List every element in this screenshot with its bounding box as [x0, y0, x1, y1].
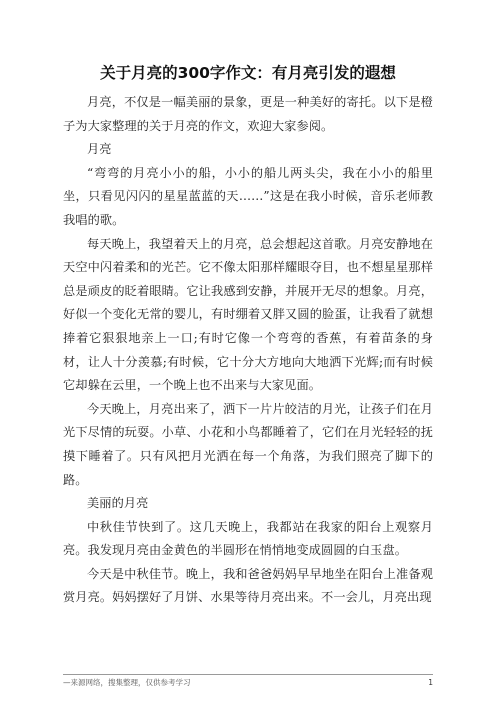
- paragraph-tonight: 今天晚上，月亮出来了，洒下一片片皎洁的月光，让孩子们在月光下尽情的玩耍。小草、小花和小鸟都睡着了，它们在月光轻轻的抚摸下睡着了。只有风把月光洒在每一个角落，为我们照亮了脚下的路。: [63, 401, 433, 487]
- paragraph-mid-autumn-coming: 中秋佳节快到了。这几天晚上，我都站在我家的阳台上观察月亮。我发现月亮由金黄色的半圆形在悄悄地变成圆圆的白玉盘。: [63, 519, 433, 558]
- footer-source-note: —来源网络，搜集整理，仅供参考学习: [63, 678, 191, 687]
- paragraph-every-night: 每天晚上，我望着天上的月亮，总会想起这首歌。月亮安静地在天空中闪着柔和的光芒。它不像太阳那样耀眼夺目，也不想星星那样总是顽皮的眨着眼睛。它让我感到安静，并展开无尽的想象。月亮，好似一个变化无常的婴儿，有时绷着又胖又圆的脸蛋，让我看了就想捧着它狠狠地亲上一口;有时它像一个弯弯的香蕉，有着苗条的身材，让人十分羡慕;有时候，它十分大方地向大地洒下光辉;而有时候它却躲在云里，一个晚上也不出来与大家见面。: [63, 236, 433, 393]
- document-title: 关于月亮的300字作文：有月亮引发的遐想: [100, 64, 396, 82]
- paragraph-song: “弯弯的月亮小小的船，小小的船儿两头尖，我在小小的船里坐，只看见闪闪的星星蓝蓝的天……”这是在我小时候，音乐老师教我唱的歌。: [63, 165, 433, 227]
- document-body: [63, 91, 433, 610]
- paragraph-mid-autumn-day: 今天是中秋佳节。晚上，我和爸爸妈妈早早地坐在阳台上准备观赏月亮。妈妈摆好了月饼、水果等待月亮出来。不一会儿，月亮出现: [63, 566, 433, 605]
- page-number: 1: [428, 678, 433, 687]
- paragraph-intro: 月亮，不仅是一幅美丽的景象，更是一种美好的寄托。以下是橙子为大家整理的关于月亮的作文，欢迎大家参阅。: [63, 95, 433, 133]
- section-heading-beautiful-moon: 美丽的月亮: [87, 496, 149, 511]
- section-heading-moon: 月亮: [87, 142, 112, 157]
- footer-divider: [63, 674, 433, 675]
